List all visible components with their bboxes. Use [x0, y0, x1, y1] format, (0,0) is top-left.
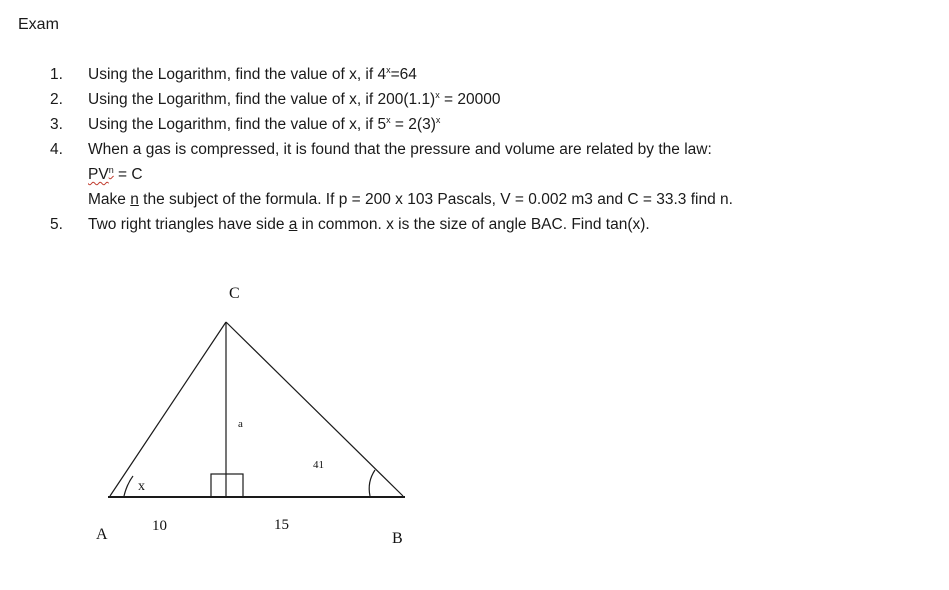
- question-text: When a gas is compressed, it is found that the pressure and volume are related by the law:: [88, 141, 712, 158]
- question-text-end: = 20000: [439, 91, 501, 108]
- question-text-end: in common. x is the size of angle BAC. Find tan(x).: [297, 216, 650, 233]
- label-b-vertex: B: [392, 530, 403, 547]
- question-number: 1.: [50, 66, 63, 83]
- right-angle-mark: [211, 474, 243, 497]
- question-number: 5.: [50, 216, 63, 233]
- underlined-n: n: [130, 191, 139, 208]
- question-text-mid: = 2(3): [390, 116, 436, 133]
- formula-exponent: n: [108, 165, 114, 175]
- label-41: 41: [313, 459, 324, 471]
- exam-title: Exam: [18, 16, 59, 33]
- label-c: C: [229, 285, 240, 302]
- exponent: x: [435, 90, 440, 100]
- label-a-side: a: [238, 418, 243, 430]
- side-ac: [110, 322, 226, 496]
- formula-pv: PV: [88, 166, 109, 183]
- label-x: x: [138, 479, 145, 494]
- question-text-end: =64: [390, 66, 417, 83]
- question-text: Using the Logarithm, find the value of x, if 4: [88, 66, 387, 83]
- label-15: 15: [274, 517, 289, 533]
- question-text: Using the Logarithm, find the value of x, if 5: [88, 116, 387, 133]
- exponent: x: [386, 115, 391, 125]
- angle-arc-b: [369, 470, 375, 496]
- underlined-a: a: [288, 216, 298, 233]
- angle-arc-a: [124, 476, 133, 496]
- question-text: Two right triangles have side: [88, 216, 289, 233]
- question-text: Using the Logarithm, find the value of x, if 200(1.1): [88, 91, 436, 108]
- label-a-vertex: A: [96, 526, 108, 543]
- text-part: Make: [88, 191, 131, 208]
- label-10: 10: [152, 518, 167, 534]
- exponent: x: [386, 65, 391, 75]
- question-number: 3.: [50, 116, 63, 133]
- formula-rest: = C: [113, 166, 143, 183]
- exponent: x: [435, 115, 441, 125]
- question-number: 2.: [50, 91, 63, 108]
- question-number: 4.: [50, 141, 63, 158]
- text-part: the subject of the formula. If p = 200 x 103 Pascals, V = 0.002 m3 and C = 33.3 find n.: [138, 191, 733, 208]
